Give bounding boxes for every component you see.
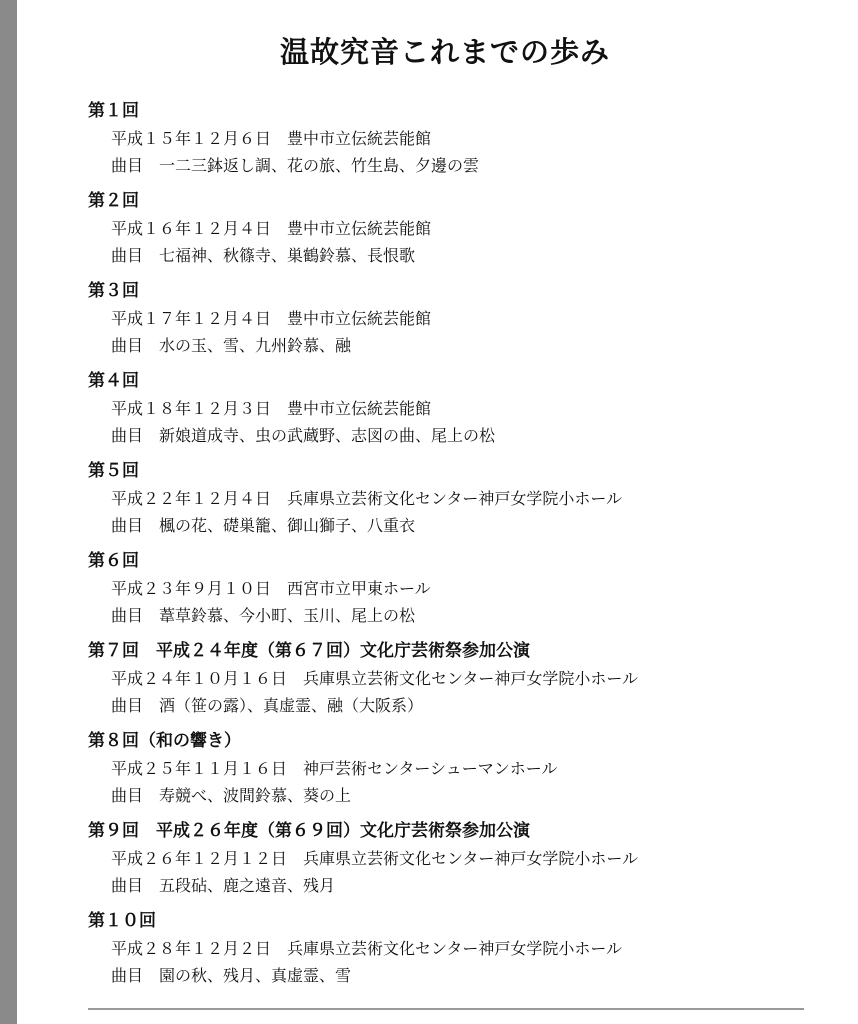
- concert-entry-8: [88, 728, 828, 809]
- concert-entry-9: [88, 818, 828, 899]
- concert-entry-3: [88, 278, 828, 359]
- entry-date-venue: 平成２５年１１月１６日 神戸芸術センターシューマンホール: [111, 759, 558, 778]
- left-margin-strip: [0, 0, 17, 1024]
- concert-entry-4: [88, 368, 828, 449]
- entry-heading: 第５回: [88, 461, 139, 481]
- entry-program: 曲目 葦草鈴慕、今小町、玉川、尾上の松: [111, 606, 416, 625]
- entry-date-venue: 平成２８年１２月２日 兵庫県立芸術文化センター神戸女学院小ホール: [111, 939, 623, 958]
- entry-date-venue: 平成２４年１０月１６日 兵庫県立芸術文化センター神戸女学院小ホール: [111, 669, 639, 688]
- bottom-divider: [88, 1008, 804, 1010]
- concert-entry-10: [88, 908, 828, 989]
- entry-program: 曲目 新娘道成寺、虫の武蔵野、志図の曲、尾上の松: [111, 426, 496, 445]
- entry-heading: 第３回: [88, 281, 139, 301]
- entry-program: 曲目 水の玉、雪、九州鈴慕、融: [111, 336, 352, 355]
- entry-heading: 第４回: [88, 371, 139, 391]
- entry-date-venue: 平成２３年９月１０日 西宮市立甲東ホール: [111, 579, 431, 598]
- entry-date-venue: 平成１８年１２月３日 豊中市立伝統芸能館: [111, 399, 432, 418]
- concert-entry-7: [88, 638, 828, 719]
- entry-heading: 第７回 平成２４年度（第６７回）文化庁芸術祭参加公演: [88, 641, 530, 661]
- entry-date-venue: 平成１６年１２月４日 豊中市立伝統芸能館: [111, 219, 432, 238]
- entry-heading: 第２回: [88, 191, 139, 211]
- entry-heading: 第１０回: [88, 911, 156, 931]
- entry-program: 曲目 一二三鉢返し調、花の旅、竹生島、夕邊の雲: [111, 156, 480, 175]
- entry-heading: 第６回: [88, 551, 139, 571]
- entry-date-venue: 平成２６年１２月１２日 兵庫県立芸術文化センター神戸女学院小ホール: [111, 849, 639, 868]
- entry-heading: 第８回（和の響き）: [88, 731, 241, 751]
- entry-heading: 第１回: [88, 101, 139, 121]
- entry-date-venue: 平成１７年１２月４日 豊中市立伝統芸能館: [111, 309, 432, 328]
- concert-entry-5: [88, 458, 828, 539]
- entry-program: 曲目 五段砧、鹿之遠音、残月: [111, 876, 336, 895]
- entry-date-venue: 平成１５年１２月６日 豊中市立伝統芸能館: [111, 129, 432, 148]
- page-title: 温故究音これまでの歩み: [279, 35, 610, 69]
- entry-program: 曲目 寿競べ、波間鈴慕、葵の上: [111, 786, 352, 805]
- concert-history-list: [88, 98, 828, 989]
- entry-program: 曲目 酒（笹の露）、真虚霊、融（大阪系）: [111, 696, 424, 715]
- concert-entry-6: [88, 548, 828, 629]
- entry-program: 曲目 園の秋、残月、真虚霊、雪: [111, 966, 352, 985]
- entry-heading: 第９回 平成２６年度（第６９回）文化庁芸術祭参加公演: [88, 821, 530, 841]
- entry-date-venue: 平成２２年１２月４日 兵庫県立芸術文化センター神戸女学院小ホール: [111, 489, 623, 508]
- concert-entry-1: [88, 98, 828, 179]
- concert-entry-2: [88, 188, 828, 269]
- entry-program: 曲目 七福神、秋篠寺、巣鶴鈴慕、長恨歌: [111, 246, 416, 265]
- entry-program: 曲目 楓の花、礎巣籠、御山獅子、八重衣: [111, 516, 416, 535]
